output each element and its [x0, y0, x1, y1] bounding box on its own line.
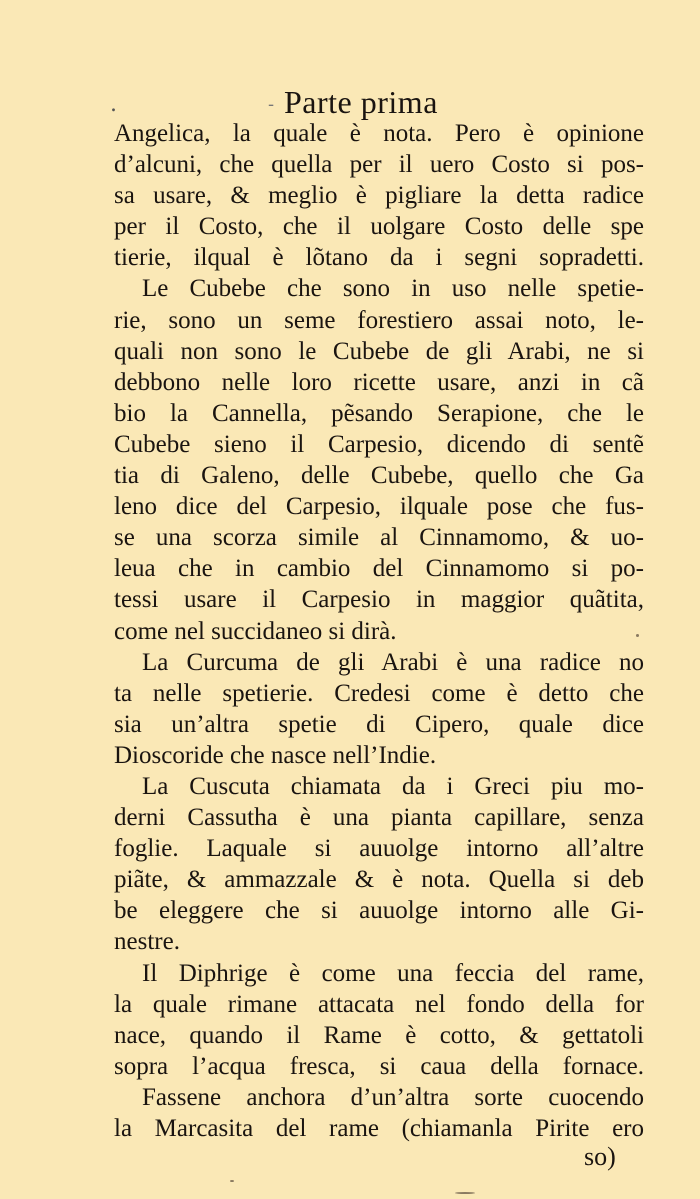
- body-text: [114, 118, 644, 1144]
- paper-speck: [230, 1180, 234, 1182]
- running-head: Parte prima: [284, 84, 438, 120]
- text-line: derni Cassutha è una pianta capillare, senza: [114, 804, 644, 832]
- text-line: la Marcasita del rame (chiamanla Pirite ero: [114, 1115, 644, 1142]
- text-line: per il Costo, che il uolgare Costo delle spe: [114, 213, 644, 241]
- text-line: Angelica, la quale è nota. Pero è opinione: [114, 120, 644, 147]
- paragraph-start-line: La Curcuma de gli Arabi è una radice no: [142, 648, 644, 676]
- text-line: Cubebe sieno il Carpesio, dicendo di sentẽ: [114, 430, 644, 458]
- text-line: leno dice del Carpesio, ilquale pose che fus-: [114, 493, 644, 521]
- text-line: ta nelle spetierie. Credesi come è detto che: [114, 679, 644, 707]
- paper-speck: [636, 634, 639, 637]
- text-line: nace, quando il Rame è cotto, & gettatoli: [114, 1021, 644, 1049]
- text-line: quali non sono le Cubebe de gli Arabi, ne si: [114, 337, 644, 365]
- text-line: sa usare, & meglio è pigliare la detta radice: [114, 182, 644, 210]
- text-line: bio la Cannella, pẽsando Serapione, che le: [114, 399, 644, 427]
- text-line: se una scorza simile al Cinnamomo, & uo-: [114, 524, 644, 552]
- text-line: leua che in cambio del Cinnamomo si po-: [114, 555, 644, 583]
- text-line: sopra l’acqua fresca, si caua della fornace.: [114, 1052, 644, 1080]
- paragraph-end-line: nestre.: [114, 928, 180, 956]
- paragraph-start-line: Il Diphrige è come una feccia del rame,: [142, 959, 644, 987]
- header-dash: -: [268, 94, 275, 115]
- paragraph-end-line: Dioscoride che nasce nell’Indie.: [114, 741, 437, 769]
- page-header: [0, 82, 700, 122]
- catchword: so): [584, 1142, 616, 1171]
- text-line: foglie. Laquale si auuolge intorno all’altre: [114, 835, 644, 863]
- text-line: tierie, ilqual è lõtano da i segni sopradetti.: [114, 244, 644, 272]
- paragraph-start-line: Fassene anchora d’un’altra sorte cuocendo: [142, 1083, 644, 1111]
- text-line: la quale rimane attacata nel fondo della for: [114, 990, 644, 1018]
- header-ornament: .: [110, 92, 127, 117]
- text-line: d’alcuni, che quella per il uero Costo si pos-: [114, 151, 644, 179]
- text-line: debbono nelle loro ricette usare, anzi in cã: [114, 368, 644, 396]
- paragraph-start-line: Le Cubebe che sono in uso nelle spetie-: [142, 275, 644, 303]
- text-line: tia di Galeno, delle Cubebe, quello che Ga: [114, 462, 644, 490]
- text-line: tessi usare il Carpesio in maggior quãtita,: [114, 586, 644, 614]
- text-line: piãte, & ammazzale & è nota. Quella si deb: [114, 866, 644, 894]
- text-line: sia un’altra spetie di Cipero, quale dice: [114, 710, 644, 738]
- text-line: rie, sono un seme forestiero assai noto, le-: [114, 306, 644, 334]
- paper-speck: [455, 1192, 475, 1194]
- text-line: be eleggere che si auuolge intorno alle Gi-: [114, 897, 644, 925]
- paragraph-end-line: come nel succidaneo si dirà.: [114, 617, 397, 645]
- paragraph-start-line: La Cuscuta chiamata da i Greci piu mo-: [142, 772, 644, 800]
